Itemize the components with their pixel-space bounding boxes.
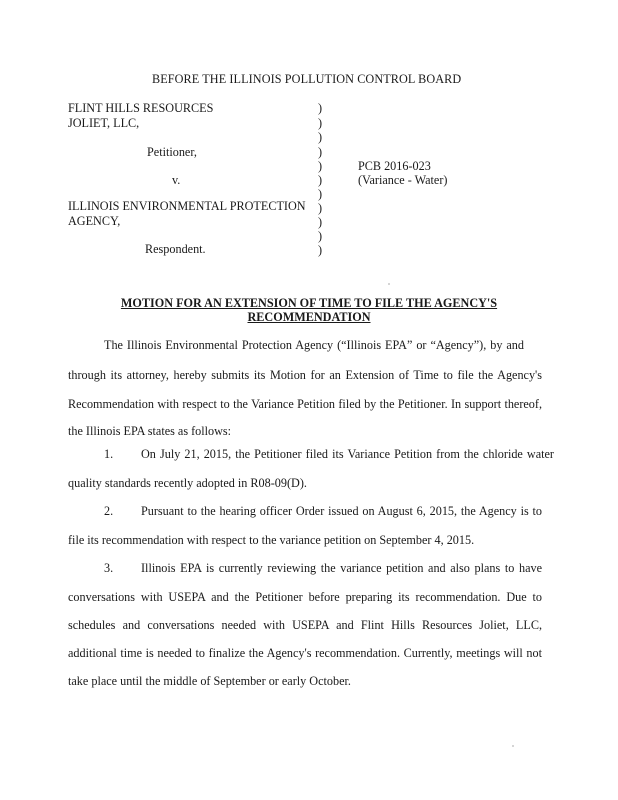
intro-line: through its attorney, hereby submits its Motion for an Extension of Time to file the Agency's bbox=[68, 368, 542, 382]
item-line: file its recommendation with respect to the variance petition on September 4, 2015. bbox=[68, 533, 475, 547]
caption-bracket: ) bbox=[318, 201, 323, 215]
intro-line: Recommendation with respect to the Variance Petition filed by the Petitioner. In support thereof, bbox=[68, 397, 542, 411]
item-number: 1. bbox=[104, 447, 114, 461]
scan-speck bbox=[388, 283, 390, 285]
petitioner-role: Petitioner, bbox=[147, 145, 197, 159]
item-line: Pursuant to the hearing officer Order issued on August 6, 2015, the Agency is to bbox=[141, 504, 542, 518]
intro-line: the Illinois EPA states as follows: bbox=[68, 424, 232, 438]
item-line: Illinois EPA is currently reviewing the variance petition and also plans to have bbox=[141, 561, 542, 575]
respondent-name-line2: AGENCY, bbox=[68, 214, 121, 228]
caption-bracket: ) bbox=[318, 173, 323, 187]
caption-bracket: ) bbox=[318, 101, 323, 115]
case-number: PCB 2016-023 bbox=[358, 159, 431, 173]
caption-bracket: ) bbox=[318, 243, 323, 257]
caption-bracket: ) bbox=[318, 130, 323, 144]
item-line: quality standards recently adopted in R08-09(D). bbox=[68, 476, 307, 490]
petitioner-name-line1: FLINT HILLS RESOURCES bbox=[68, 101, 214, 115]
board-heading: BEFORE THE ILLINOIS POLLUTION CONTROL BOARD bbox=[152, 72, 462, 86]
caption-bracket: ) bbox=[318, 187, 323, 201]
caption-bracket: ) bbox=[318, 229, 323, 243]
scan-speck bbox=[512, 745, 514, 747]
item-number: 3. bbox=[104, 561, 114, 575]
caption-bracket: ) bbox=[318, 215, 323, 229]
respondent-name-line1: ILLINOIS ENVIRONMENTAL PROTECTION bbox=[68, 199, 306, 213]
item-line: On July 21, 2015, the Petitioner filed its Variance Petition from the chloride water bbox=[141, 447, 554, 461]
item-number: 2. bbox=[104, 504, 114, 518]
versus-label: v. bbox=[172, 173, 181, 187]
motion-title-line2: RECOMMENDATION bbox=[247, 310, 371, 324]
motion-title-line1: MOTION FOR AN EXTENSION OF TIME TO FILE THE AGENCY'S bbox=[120, 296, 498, 310]
item-line: conversations with USEPA and the Petitioner before preparing its recommendation. Due to bbox=[68, 590, 542, 604]
respondent-role: Respondent. bbox=[145, 242, 206, 256]
caption-bracket: ) bbox=[318, 145, 323, 159]
item-line: additional time is needed to finalize the Agency's recommendation. Currently, meetings will not bbox=[68, 646, 542, 660]
item-line: take place until the middle of September or early October. bbox=[68, 674, 351, 688]
case-type: (Variance - Water) bbox=[358, 173, 448, 187]
intro-line: The Illinois Environmental Protection Agency (“Illinois EPA” or “Agency”), by and bbox=[104, 338, 524, 352]
petitioner-name-line2: JOLIET, LLC, bbox=[68, 116, 140, 130]
caption-bracket: ) bbox=[318, 116, 323, 130]
item-line: schedules and conversations needed with USEPA and Flint Hills Resources Joliet, LLC, bbox=[68, 618, 542, 632]
caption-bracket: ) bbox=[318, 159, 323, 173]
